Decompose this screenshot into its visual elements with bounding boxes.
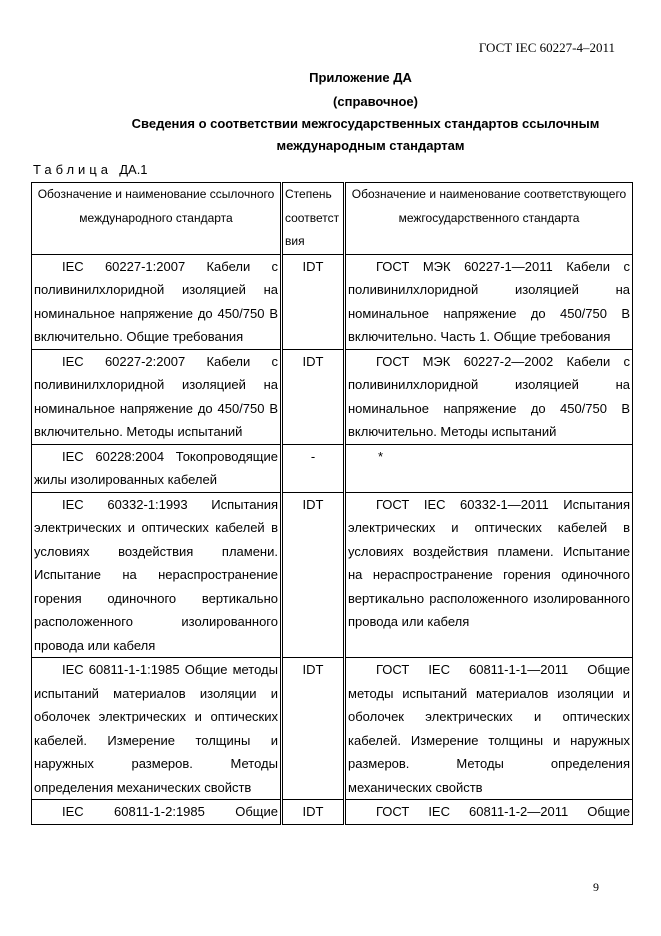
appendix-subtitle: (справочное) <box>333 94 418 109</box>
document-code: ГОСТ IEC 60227-4–2011 <box>478 40 615 55</box>
table-row <box>32 444 633 492</box>
interstate-standard-cell: ГОСТ IEC 60811-1-1—2011 Общие методы испытаний материалов изоляции и оболочек электрических и оптических кабелей. Измерение толщины и наружных размеров. Методы определения механических свойств <box>345 658 633 800</box>
degree-cell: IDT <box>282 800 345 825</box>
intl-standard-cell: IEC 60227-1:2007 Кабели с поливинилхлоридной изоляцией на номинальное напряжение до 450/750 В включительно. Общие требования <box>32 254 282 349</box>
interstate-standard-cell: ГОСТ МЭК 60227-2—2002 Кабели с поливинилхлоридной изоляцией на номинальное напряжение до 450/750 В включительно. Методы испытаний <box>345 349 633 444</box>
appendix-title: Приложение ДА <box>309 70 412 85</box>
table-row <box>32 254 633 349</box>
interstate-standard-cell: * <box>345 444 633 492</box>
intl-standard-cell: IEC 60332-1:1993 Испытания электрических и оптических кабелей в условиях воздействия пламени. Испытание на нераспространение горения одиночного вертикально расположенного изолированного провода или кабеля <box>32 492 282 658</box>
page-number: 9 <box>593 880 599 894</box>
appendix-heading-line2: международным стандартам <box>276 138 465 153</box>
header-international-standard: Обозначение и наименование ссылочного международного стандарта <box>32 183 282 255</box>
header-interstate-standard: Обозначение и наименование соответствующего межгосударственного стандарта <box>345 183 633 255</box>
table-header-row <box>32 183 633 255</box>
correspondence-table <box>31 182 633 825</box>
table-label-word: Таблица <box>33 162 112 177</box>
table-label <box>33 162 148 177</box>
degree-cell: IDT <box>282 254 345 349</box>
table-row <box>32 658 633 800</box>
intl-standard-cell: IEC 60811-1-1:1985 Общие методы испытаний материалов изоляции и оболочек электрических и оптических кабелей. Измерение толщины и наружных размеров. Методы определения механических свойств <box>32 658 282 800</box>
table-row <box>32 800 633 825</box>
degree-cell: - <box>282 444 345 492</box>
intl-standard-cell: IEC 60228:2004 Токопроводящие жилы изолированных кабелей <box>32 444 282 492</box>
table-row <box>32 492 633 658</box>
intl-standard-cell: IEC 60811-1-2:1985 Общие <box>32 800 282 825</box>
degree-cell: IDT <box>282 492 345 658</box>
intl-standard-cell: IEC 60227-2:2007 Кабели с поливинилхлоридной изоляцией на номинальное напряжение до 450/750 В включительно. Методы испытаний <box>32 349 282 444</box>
header-degree: Степень соответствия <box>282 183 345 255</box>
interstate-standard-cell: ГОСТ МЭК 60227-1—2011 Кабели с поливинилхлоридной изоляцией на номинальное напряжение до 450/750 В включительно. Часть 1. Общие требования <box>345 254 633 349</box>
degree-cell: IDT <box>282 349 345 444</box>
degree-cell: IDT <box>282 658 345 800</box>
interstate-standard-cell: ГОСТ IEC 60811-1-2—2011 Общие <box>345 800 633 825</box>
interstate-standard-cell: ГОСТ IEC 60332-1—2011 Испытания электрических и оптических кабелей в условиях воздействия пламени. Испытание на нераспространение горения одиночного вертикально расположенного изолированного провода или кабеля <box>345 492 633 658</box>
table-label-number: ДА.1 <box>119 162 148 177</box>
table-row <box>32 349 633 444</box>
appendix-heading-line1: Сведения о соответствии межгосударственных стандартов ссылочным <box>131 116 600 131</box>
